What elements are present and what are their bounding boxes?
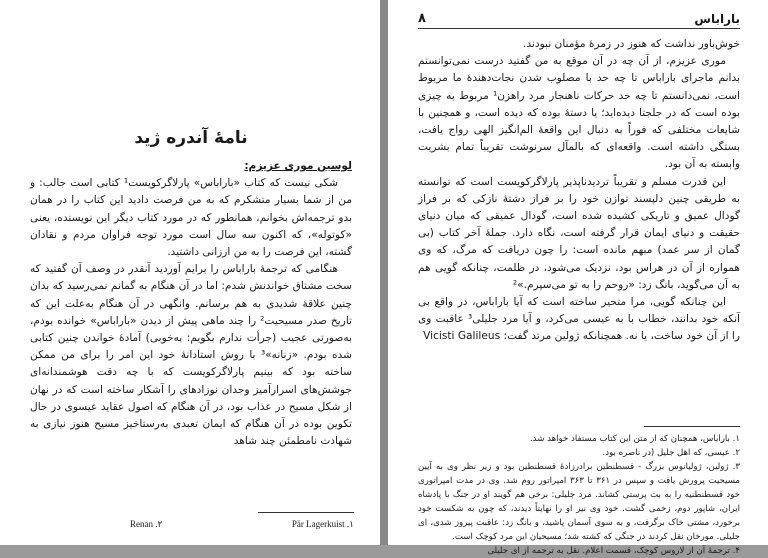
footnote-1: ۱. باراباس، همچنان که از متن این کتاب مستفاد خواهد شد. <box>529 434 740 444</box>
right-body <box>418 36 740 346</box>
left-paragraph-1: شکی نیست که کتاب «باراباس» پارلاگرکویست¹ کتابی است جالب: و من از شما بسیار متشکرم که به من فرصت دادید این کتاب را در همان بدو ترجمه‌اش بخوانم، همانطور که در مورد کتاب دیگر این نویسنده، یعنی «کوتوله»، که اکنون سه سال است مورد توجه فراوان مردم و نقادان گشته، این فرصت را به من ارزانی داشتید. <box>30 177 352 259</box>
left-body <box>30 158 352 450</box>
footnote-rule <box>644 426 740 427</box>
right-paragraph-1: خوش‌باور نداشت که هنوز در زمرهٔ مؤمنان نبودند. <box>522 38 740 50</box>
right-paragraph-2: موری عزیزم، از آن چه در آن موقع به من گفتید درست نمی‌توانستم بدانم ماجرای باراباس تا چه حد با مصلوب شدن نجات‌دهندهٔ ما مربوط است، نمی‌دانستم تا چه حد حرکات ناهنجار مرد راهزن¹ مربوط به چیزی بوده است که در جلجتا دیده‌اید؛ یا دستهٔ بوده که دیده است، و همچنین با شایعات مختلفی که فوراً به دنبال این واقعهٔ الم‌انگیز الهی رواج یافت، بستگی داشته است. واقعه‌ای که بالمآل سرنوشت تقریباً تمام بشریت وابسته به آن بود. <box>418 55 740 171</box>
book-gutter <box>380 0 388 545</box>
salutation: لوسین موری عزیزم: <box>244 160 352 172</box>
left-page <box>0 0 380 545</box>
footnote-2: ۲. عیسی، که اهل جلیل (در ناصره بود. <box>602 448 740 458</box>
page-header <box>418 12 740 29</box>
footnote-1: Pär Lagerkuist .۱ <box>291 519 354 529</box>
left-paragraph-2: هنگامی که ترجمهٔ باراباس را برایم آوردید آنقدر در وصف آن گفتید که سخت مشتاق خواندنش شدم: اما در آن هنگام به گمانم نمی‌رسید که بدان چنین علاقهٔ شدیدی به هم برسانم. وانگهی در آن هنگام به‌علت این که تاریخ صدر مسیحیت² را چند ماهی پیش از دیدن «باراباس» خوانده بودم، به‌صورتی عجیب (جرأت ندارم بگویم: به‌خوبی) آمادهٔ خواندن چنین کتابی شده بودم. «زنانه»³ با روش استادانهٔ خود این امر را برای من ممکن ساخته بود که بینیم پارلاگرکویست که با چه دقت هوشمندانه‌ای جوشش‌های اسرارآمیز وجدان نوزادهای را آشکار ساخته است که در نهان از شکل مسیح در عذاب بود، در آن هنگام که اصول عقاید عیسوی در حال تکوین بوده در آن هنگام که ایمان تعبدی به‌رستاخیز مسیح هنوز نیازی به شهادت نامطمئن چند شاهد <box>30 263 353 448</box>
right-paragraph-4: این چنانکه گویی، مرا متحیر ساخته است که آیا باراباس، در واقع بی آنکه خود بدانند، خطاب با به عیسی می‌کرد، و آیا مرد جلیلی³ عاقبت وی را از آن خود ساخت، یا نه. همچنانکه ژولین مرتد گفت: Vicisti Galileus <box>418 296 740 343</box>
right-page <box>388 0 768 556</box>
footnote-2: Renan .۲ <box>130 519 163 529</box>
page-number: ۸ <box>418 11 426 26</box>
footnote-4: ۴. ترجمهٔ آن از لاروس کوچک، قسمت اعلام. نقل به ترجمه از ای جلیلی <box>487 546 740 556</box>
footnote-3: ۳. ژولین، ژولیانوس بزرگ - قسطنطین برادرزادهٔ قسطنطین بود و زیر نظر وی به آیین مسیحیت پرورش یافت و سپس در ۳۶۱ تا ۳۶۳ امپراتور روم شد. وی در مدت امپراتوری خود قسطنطنیه را به بت پرستی کشاند. مرد جلیلی: برخی هم گویند او در جنگ با پادشاه ایران، شاپور دوم، زخمی گشت. خود وی نیز او را نهایتاً دیدند، که چون به شکست خود برخورد، مشتی خاک برگرفت، و به سوی آسمان پاشید، و بانگ زد: عاقبت پیروز شدی، ای جلیلی. مورخان نقل کردند در جنگی که کشته شد؛ مسیحیان این مرد کوچک است. <box>418 462 740 542</box>
running-head: باراباس <box>694 12 740 26</box>
footnote-rule <box>258 512 354 513</box>
right-paragraph-3: این قدرت مسلم و تقریباً تردیدناپذیر پارلاگرکویست است که توانسته به طریقی چنین دلپسند توازن خود را بر فراز دشتهٔ نازکی که بر فراز گودال عمیق و تاریکی کشیده شده است، گودال عمیقی که میان دنیای حقیقت و دنیای ایمان قرار گرفته است، نگاه دارد. جملهٔ آخر کتاب (بی گمان از سر عمد) مبهم مانده است: را چون دریافت که مرگ، که وی همواره از آن در هراس بود، نزدیک می‌شود، در ظلمت، چنانکه گویی هم به آن می‌گوید، بانگ زد: «روحم را به تو می‌سپرم.»² <box>418 175 740 291</box>
letter-title: نامهٔ آندره ژید <box>134 128 248 148</box>
right-footnotes <box>418 432 740 558</box>
